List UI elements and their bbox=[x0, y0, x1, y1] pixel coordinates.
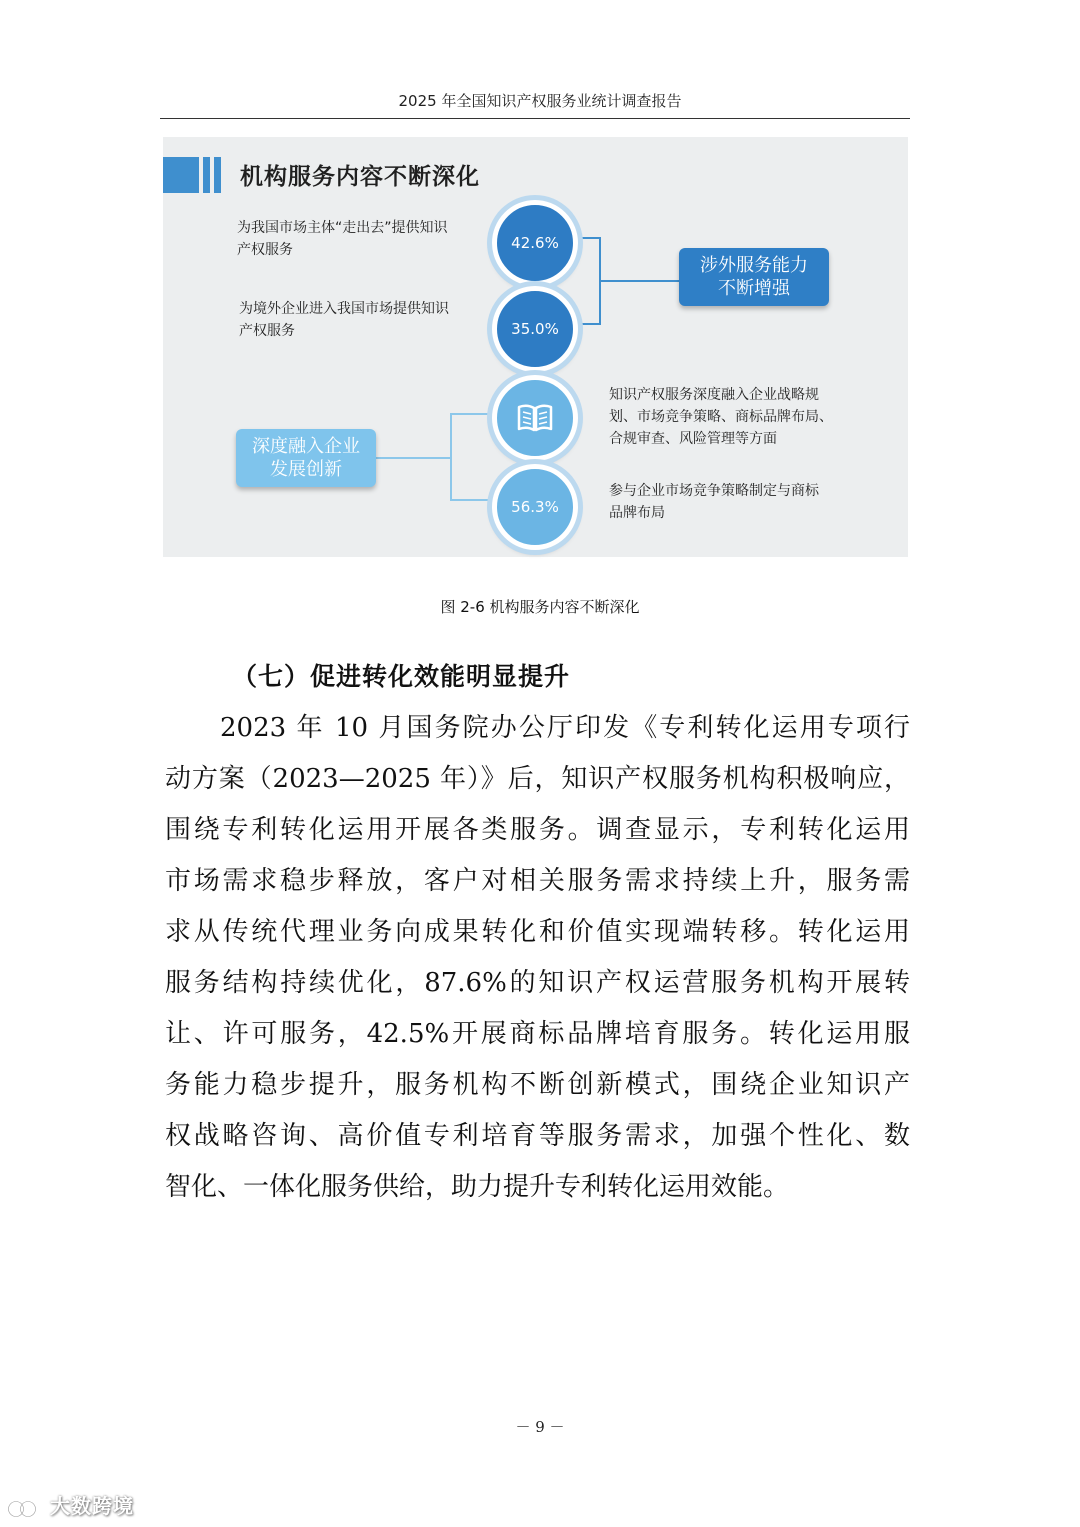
body-line: 让、许可服务，42.5%开展商标品牌培育服务。转化运用服 bbox=[165, 1019, 910, 1049]
connector-line bbox=[450, 413, 452, 501]
value-circle-inbound bbox=[492, 286, 578, 372]
value-competition: 56.3% bbox=[511, 498, 559, 516]
item-text-outbound: 为我国市场主体“走出去”提供知识 产权服务 bbox=[237, 220, 448, 258]
watermark-text: 大数跨境 bbox=[49, 1494, 134, 1518]
connector-line bbox=[599, 280, 679, 282]
page-number: － 9 － bbox=[515, 1418, 565, 1436]
watermark bbox=[8, 1490, 134, 1519]
header-rule bbox=[160, 118, 910, 119]
item-text-strategy: 知识产权服务深度融入企业战略规 划、市场竞争策略、商标品牌布局、 合规审查、风险管理等方面 bbox=[609, 387, 833, 447]
connector-line bbox=[376, 457, 452, 459]
body-line: 围绕专利转化运用开展各类服务。调查显示，专利转化运用 bbox=[165, 815, 910, 845]
body-line: 智化、一体化服务供给，助力提升专利转化运用效能。 bbox=[165, 1172, 790, 1202]
item-text-inbound: 为境外企业进入我国市场提供知识 产权服务 bbox=[239, 301, 449, 339]
body-line: 务能力稳步提升，服务机构不断创新模式，围绕企业知识产 bbox=[165, 1070, 910, 1100]
book-circle bbox=[492, 375, 578, 461]
figure-title: 机构服务内容不断深化 bbox=[240, 164, 480, 190]
figure-panel bbox=[163, 137, 908, 557]
body-line: 2023 年 10 月国务院办公厅印发《专利转化运用专项行 bbox=[220, 713, 910, 743]
value-circle-competition bbox=[492, 464, 578, 550]
body-paragraph bbox=[165, 703, 910, 1213]
section-heading: （七）促进转化效能明显提升 bbox=[232, 662, 571, 691]
item-text-competition: 参与企业市场竞争策略制定与商标 品牌布局 bbox=[609, 483, 819, 521]
pill-foreign-service: 涉外服务能力 不断增强 bbox=[679, 248, 829, 306]
body-line: 权战略咨询、高价值专利培育等服务需求，加强个性化、数 bbox=[165, 1121, 910, 1151]
body-line: 动方案（2023—2025 年）》后，知识产权服务机构积极响应， bbox=[165, 764, 910, 794]
body-line: 求从传统代理业务向成果转化和价值实现端转移。转化运用 bbox=[165, 917, 910, 947]
connector-line bbox=[450, 413, 490, 415]
pill-enterprise-integration: 深度融入企业 发展创新 bbox=[236, 429, 376, 487]
book-icon bbox=[515, 401, 555, 435]
watermark-logo-icon bbox=[8, 1497, 42, 1519]
connector-line bbox=[450, 499, 490, 501]
body-line: 服务结构持续优化，87.6%的知识产权运营服务机构开展转 bbox=[165, 968, 910, 998]
body-line: 市场需求稳步释放，客户对相关服务需求持续上升，服务需 bbox=[165, 866, 910, 896]
value-circle-outbound bbox=[492, 200, 578, 286]
value-inbound: 35.0% bbox=[511, 320, 559, 338]
page-header-title: 2025 年全国知识产权服务业统计调查报告 bbox=[398, 92, 682, 110]
figure-caption: 图 2-6 机构服务内容不断深化 bbox=[440, 598, 640, 616]
value-outbound: 42.6% bbox=[511, 234, 559, 252]
